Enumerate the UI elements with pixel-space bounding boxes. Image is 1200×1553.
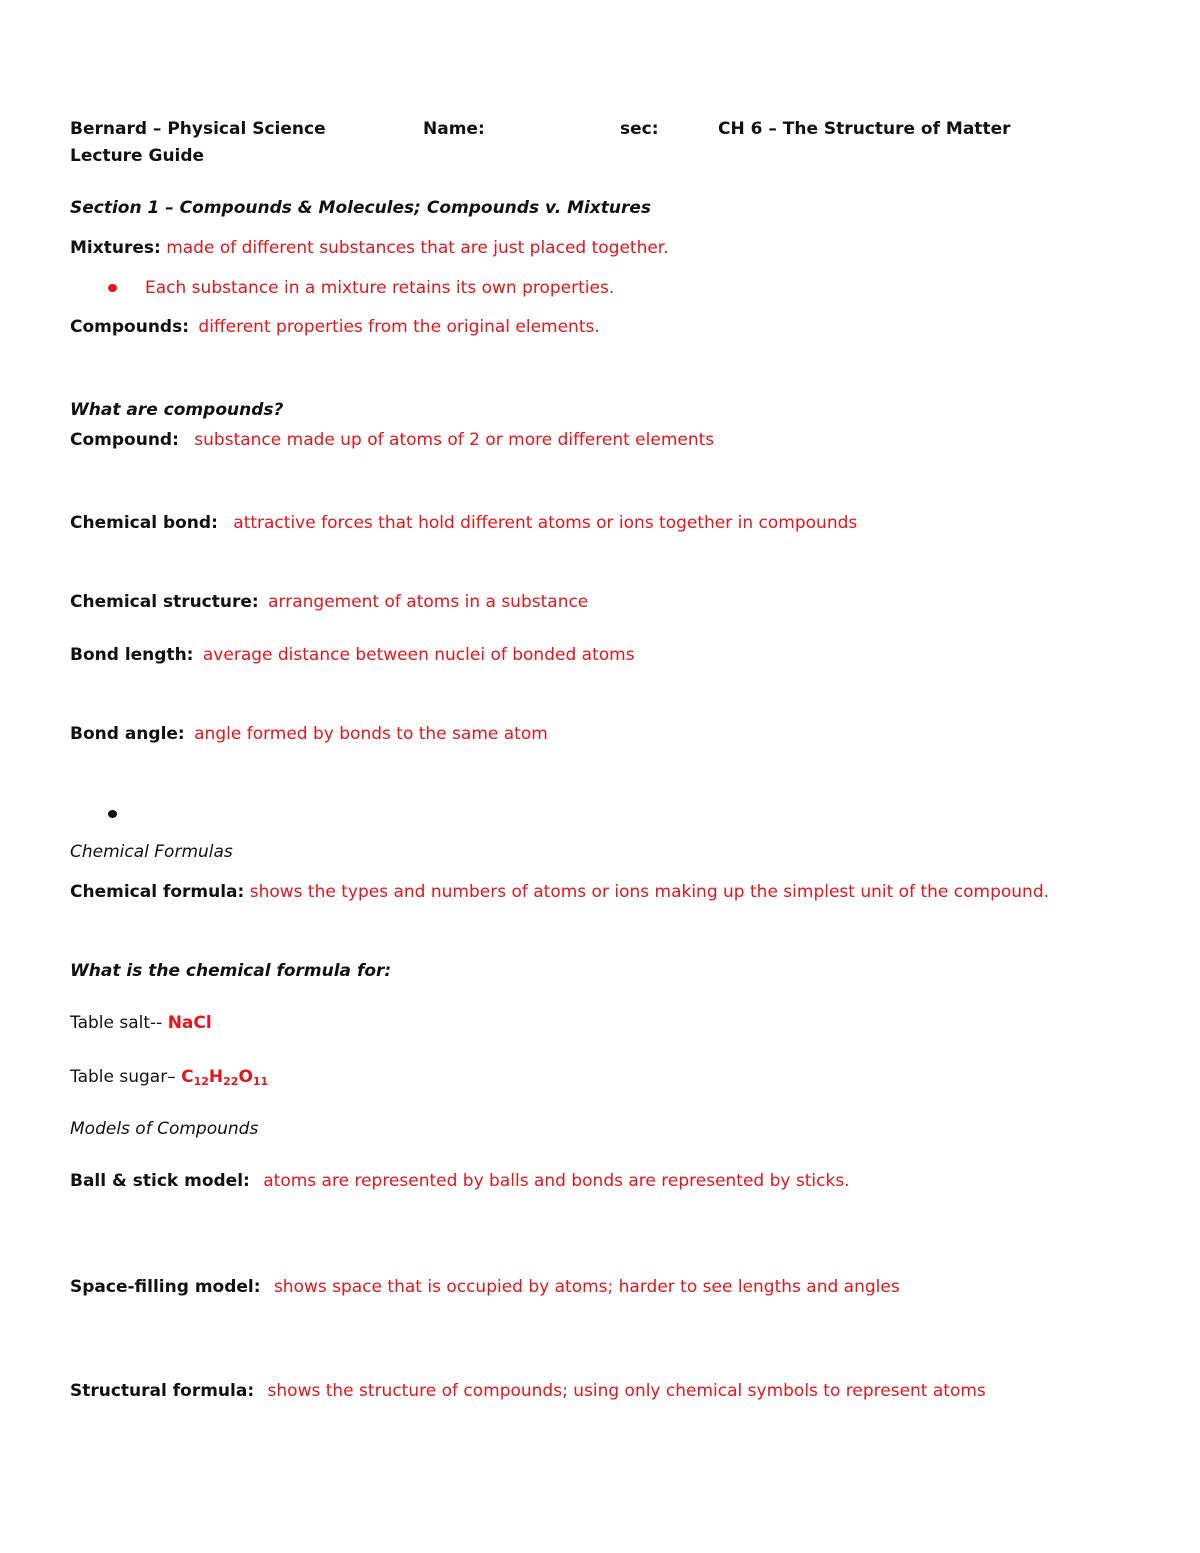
sugar-h-sub: 22	[223, 1075, 239, 1088]
compounds-term: Compounds:	[70, 317, 190, 337]
space-filling-def: shows space that is occupied by atoms; harder to see lengths and angles	[273, 1277, 900, 1297]
bullet-dot-icon	[108, 284, 117, 292]
compounds-def: different properties from the original elements.	[198, 317, 600, 337]
bond-length-def: average distance between nuclei of bonded atoms	[202, 645, 635, 665]
bond-angle-term: Bond angle:	[70, 724, 185, 744]
section1-heading: Section 1 – Compounds & Molecules; Compounds v. Mixtures	[70, 198, 652, 218]
formula-question: What is the chemical formula for:	[70, 961, 392, 981]
name-label: Name:	[423, 119, 485, 139]
bullet-dot-icon	[108, 810, 117, 818]
chemical-formula-def: shows the types and numbers of atoms or ions making up the simplest unit of the compound.	[249, 882, 1050, 902]
space-filling-term: Space-filling model:	[70, 1277, 261, 1297]
structural-formula-def: shows the structure of compounds; using only chemical symbols to represent atoms	[267, 1381, 986, 1401]
structural-formula-term: Structural formula:	[70, 1381, 255, 1401]
mixtures-bullet-text: Each substance in a mixture retains its own properties.	[145, 278, 615, 298]
ball-stick-term: Ball & stick model:	[70, 1171, 250, 1191]
bond-length-line	[70, 644, 635, 666]
document-subtitle: Lecture Guide	[70, 146, 205, 166]
chemical-structure-def: arrangement of atoms in a substance	[268, 592, 589, 612]
table-sugar-term: Table sugar–	[70, 1067, 176, 1087]
what-are-compounds-heading: What are compounds?	[70, 400, 284, 420]
bond-angle-def: angle formed by bonds to the same atom	[194, 724, 548, 744]
table-sugar-line	[70, 1066, 268, 1088]
chemical-structure-line	[70, 591, 588, 613]
chemical-structure-term: Chemical structure:	[70, 592, 259, 612]
table-salt-line	[70, 1012, 212, 1034]
compounds-line	[70, 316, 600, 338]
sugar-c-sub: 12	[193, 1075, 209, 1088]
chemical-formula-term: Chemical formula:	[70, 882, 245, 902]
table-salt-answer: NaCl	[167, 1013, 212, 1033]
space-filling-line	[70, 1276, 900, 1298]
sugar-h: H	[208, 1067, 224, 1087]
mixtures-line	[70, 237, 669, 259]
compound-line	[70, 429, 714, 451]
chemical-bond-line	[70, 512, 857, 534]
ball-stick-line	[70, 1170, 850, 1192]
chapter-title: CH 6 – The Structure of Matter	[718, 119, 1011, 139]
mixtures-def: made of different substances that are just placed together.	[166, 238, 669, 258]
mixtures-term: Mixtures:	[70, 238, 161, 258]
bond-angle-line	[70, 723, 548, 745]
structural-formula-line	[70, 1380, 986, 1402]
table-salt-term: Table salt--	[70, 1013, 163, 1033]
sugar-c: C	[181, 1067, 194, 1087]
bond-length-term: Bond length:	[70, 645, 194, 665]
table-sugar-answer	[181, 1067, 268, 1087]
chemical-formula-line	[70, 881, 1049, 903]
sec-label: sec:	[620, 119, 659, 139]
course-title: Bernard – Physical Science	[70, 119, 326, 139]
chemical-bond-def: attractive forces that hold different atoms or ions together in compounds	[233, 513, 858, 533]
models-heading: Models of Compounds	[70, 1119, 259, 1139]
sugar-o: O	[238, 1067, 253, 1087]
compound-def: substance made up of atoms of 2 or more different elements	[194, 430, 715, 450]
sugar-o-sub: 11	[252, 1075, 269, 1088]
chemical-formulas-heading: Chemical Formulas	[70, 842, 233, 862]
ball-stick-def: atoms are represented by balls and bonds are represented by sticks.	[263, 1171, 850, 1191]
chemical-bond-term: Chemical bond:	[70, 513, 218, 533]
compound-term: Compound:	[70, 430, 179, 450]
